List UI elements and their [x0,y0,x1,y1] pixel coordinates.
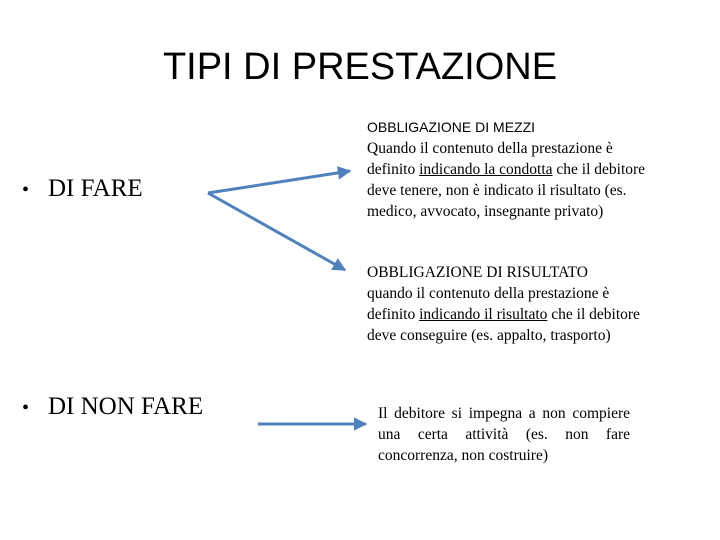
arrow-to-mezzi [208,171,350,193]
bullet-label: DI NON FARE [48,393,204,420]
mezzi-text-emph: indicando la condotta [419,161,553,178]
mezzi-text-before: Quando il contenuto della prestazione è definito [367,140,613,178]
non-fare-text: Il debitore si impegna a non compiere una certa attività (es. non fare concorrenza, non costruire) [378,405,630,464]
slide-title: TIPI DI PRESTAZIONE [162,46,558,88]
risultato-text-emph: indicando il risultato [419,306,548,323]
bullet-dot: • [22,397,30,419]
bullet-label: DI FARE [48,175,143,202]
bullet-dot: • [22,179,30,201]
mezzi-text-after: che il debitore deve tenere, non è indicato il risultato (es. medico, avvocato, insegnante privato) [367,161,646,220]
risultato-text-before: quando il contenuto della prestazione è definito [367,285,610,323]
obbligazione-mezzi-heading: OBBLIGAZIONE DI MEZZI [367,119,536,135]
arrow-to-risultato [208,193,345,270]
obbligazione-risultato-heading: OBBLIGAZIONE DI RISULTATO [367,264,588,281]
risultato-text-after: che il debitore deve conseguire (es. appalto, trasporto) [367,306,640,344]
